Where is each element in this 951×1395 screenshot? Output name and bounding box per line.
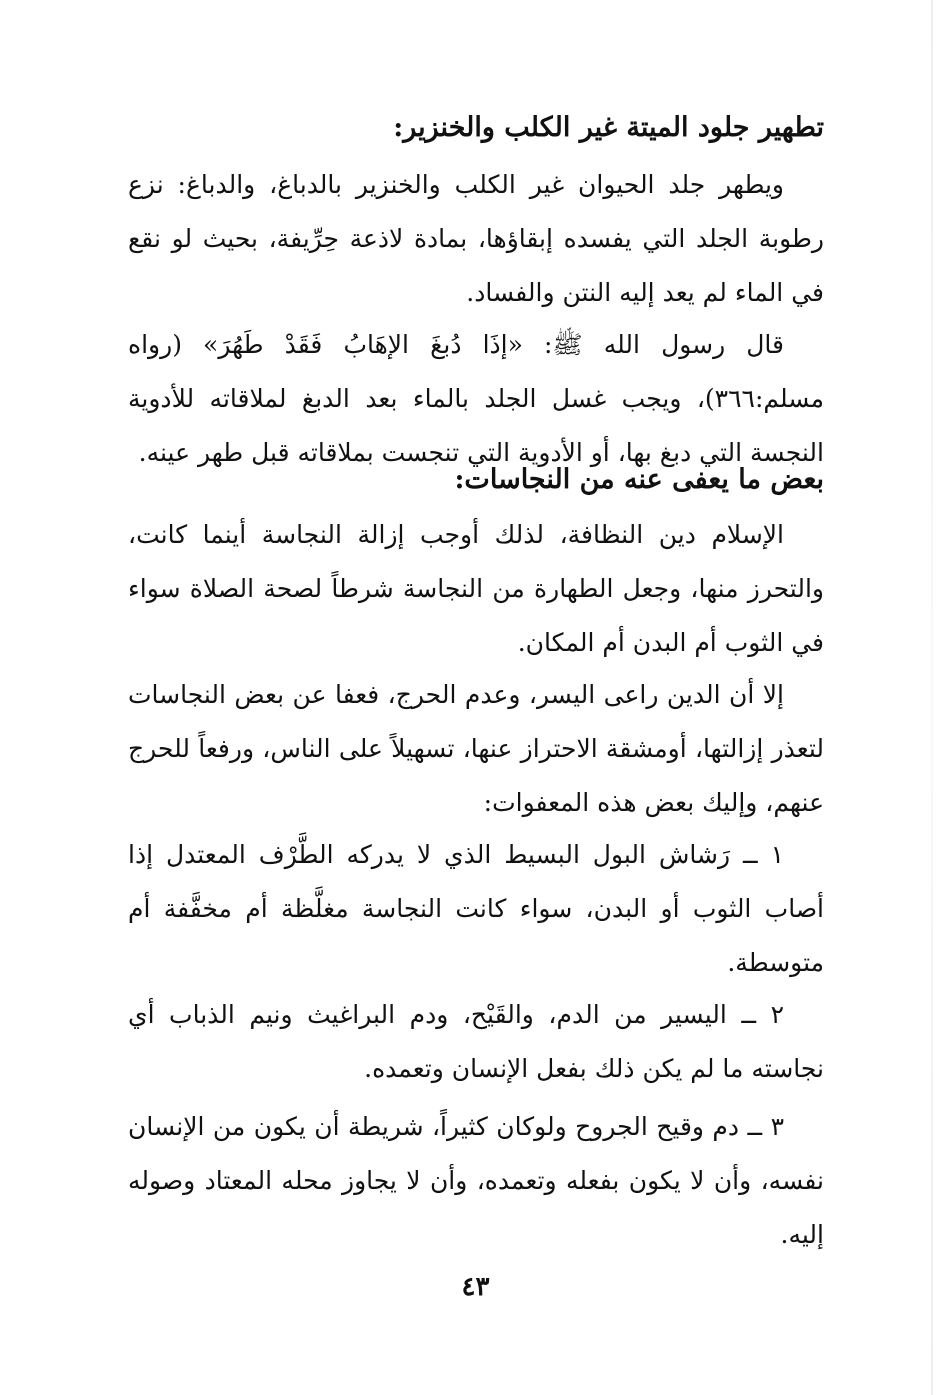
text-block-7 <box>128 1100 824 1262</box>
text-block-3 <box>128 508 824 670</box>
text-block-5 <box>128 828 824 990</box>
text-block-1 <box>128 158 824 320</box>
paragraph-hadith: قال رسول الله ﷺ: «إذَا دُبغَ الإهَابُ فَقَدْ طَهُرَ» (رواه مسلم:٣٦٦)، ويجب غسل الجلد بالماء بعد الدبغ لملاقاته للأدوية النجسة التي دبغ بها، أو الأدوية التي تنجست بملاقاته قبل طهر عينه. <box>128 330 824 467</box>
page-number: ٤٣ <box>461 1272 490 1302</box>
paragraph-ease: إلا أن الدين راعى اليسر، وعدم الحرج، فعفا عن بعض النجاسات لتعذر إزالتها، أومشقة الاحتراز عنها، تسهيلاً على الناس، ورفعاً للحرج عنهم، وإليك بعض هذه المعفوات: <box>128 680 824 817</box>
text-block-6 <box>128 988 824 1096</box>
list-item-3: ٣ ــ دم وقيح الجروح ولوكان كثيراً، شريطة أن يكون من الإنسان نفسه، وأن لا يكون بفعله وتعمده، وأن لا يجاوز محله المعتاد وصوله إليه. <box>128 1112 824 1249</box>
text-block-4 <box>128 668 824 830</box>
list-item-1: ١ ــ رَشاش البول البسيط الذي لا يدركه الطَّرْف المعتدل إذا أصاب الثوب أو البدن، سواء كانت النجاسة مغلَّظة أم مخفَّفة أم متوسطة. <box>128 840 824 977</box>
paragraph-tanning-definition: ويطهر جلد الحيوان غير الكلب والخنزير بالدباغ، والدباغ: نزع رطوبة الجلد التي يفسده إبقاؤها، بمادة لاذعة حِرِّيفة، بحيث لو نقع في الماء لم يعد إليه النتن والفساد. <box>128 170 824 307</box>
section-heading-tanning: تطهير جلود الميتة غير الكلب والخنزير: <box>393 112 824 143</box>
paragraph-cleanliness: الإسلام دين النظافة، لذلك أوجب إزالة النجاسة أينما كانت، والتحرز منها، وجعل الطهارة من النجاسة شرطاً لصحة الصلاة سواء في الثوب أم البدن أم المكان. <box>128 520 824 657</box>
section-heading-pardoned-impurities: بعض ما يعفى عنه من النجاسات: <box>454 464 824 495</box>
list-item-2: ٢ ــ اليسير من الدم، والقَيْح، ودم البراغيث ونيم الذباب أي نجاسته ما لم يكن ذلك بفعل الإنسان وتعمده. <box>128 1000 824 1083</box>
scan-edge-shadow <box>931 0 933 1395</box>
